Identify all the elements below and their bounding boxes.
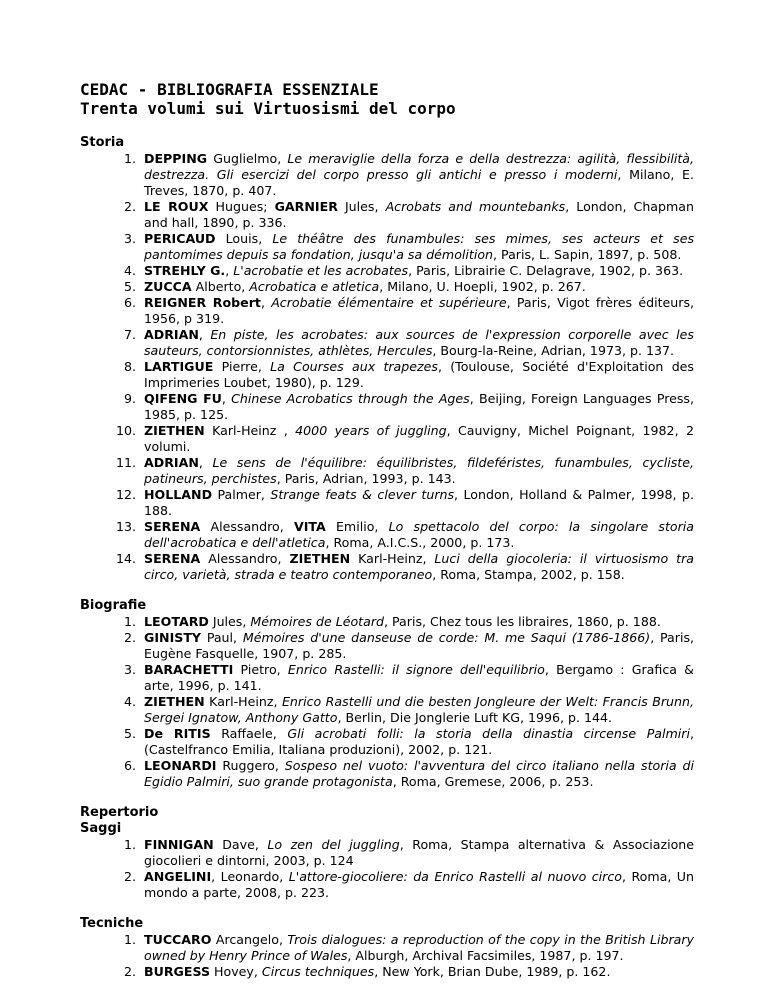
entry-author-name: Raffaele bbox=[210, 726, 273, 741]
entry-title: Lo zen del juggling bbox=[267, 837, 400, 852]
entry-title: Lo spettacolo del corpo: la singolare storia dell'acrobatica e dell'atletica bbox=[144, 519, 694, 550]
entry-author-name: Alessandro, bbox=[200, 551, 290, 566]
title-line-2: Trenta volumi sui Virtuosismi del corpo bbox=[80, 99, 456, 118]
entry-title: La Courses aux trapezes bbox=[270, 359, 438, 374]
entry-separator: , bbox=[225, 263, 234, 278]
entry-separator: , bbox=[260, 487, 271, 502]
entry-author-name: , Leonardo bbox=[211, 869, 280, 884]
entry-publication: , Roma, Gremese, 2006, p. 253. bbox=[392, 774, 594, 789]
entry-list bbox=[80, 932, 694, 980]
bibliography-entry bbox=[140, 391, 694, 423]
entry-title: L'acrobatie et les acrobates bbox=[233, 263, 409, 278]
entry-publication: , Paris, Adrian, 1993, p. 143. bbox=[276, 471, 456, 486]
entry-separator: , bbox=[242, 614, 251, 629]
entry-publication: , Milano, E. Treves, 1870, p. 407. bbox=[144, 167, 694, 198]
entry-title: Chinese Acrobatics through the Ages bbox=[231, 391, 470, 406]
entry-title: Acrobatica e atletica bbox=[249, 279, 380, 294]
bibliography-entry bbox=[140, 662, 694, 694]
entry-author-name: Karl-Heinz bbox=[204, 694, 274, 709]
entry-author: SERENA bbox=[144, 551, 201, 566]
bibliography-entry bbox=[140, 359, 694, 391]
entry-publication: , Paris, Vigot frères éditeurs, 1956, p 319. bbox=[144, 295, 695, 326]
entry-publication: , Milano, U. Hoepli, 1902, p. 267. bbox=[379, 279, 586, 294]
bibliography-entry bbox=[140, 151, 694, 199]
entry-author: ZIETHEN bbox=[289, 551, 351, 566]
entry-author: TUCCARO bbox=[144, 932, 212, 947]
entry-publication: , London, Chapman and hall, 1890, p. 336. bbox=[144, 199, 694, 230]
entry-author: De RITIS bbox=[144, 726, 211, 741]
section bbox=[80, 805, 694, 901]
section-heading: Tecniche bbox=[80, 916, 144, 931]
entry-title: Le sens de l'équilibre: équilibristes, fildeféristes, funambules, cycliste, patineurs, perchistes bbox=[144, 455, 694, 486]
entry-author: BURGESS bbox=[144, 964, 211, 979]
bibliography-entry bbox=[140, 455, 694, 487]
entry-publication: , Beijing, Foreign Languages Press, 1985, p. 125. bbox=[144, 391, 694, 422]
bibliography-entry bbox=[140, 551, 694, 583]
entry-publication: , Bourg-la-Reine, Adrian, 1973, p. 137. bbox=[432, 343, 675, 358]
document-title bbox=[80, 80, 694, 118]
bibliography-entry bbox=[140, 758, 694, 790]
entry-title: Luci della giocoleria: il virtuosismo tra circo, varietà, strada e teatro contemporaneo bbox=[144, 551, 694, 582]
entry-title: Trois dialogues: a reproduction of the copy in the British Library owned by Henry Prince of Wales bbox=[144, 932, 694, 963]
entry-author: PERICAUD bbox=[144, 231, 216, 246]
entry-author-name: Jules bbox=[208, 614, 243, 629]
bibliography-entry bbox=[140, 199, 694, 231]
entry-author-name: Paul bbox=[201, 630, 234, 645]
entry-separator: , bbox=[198, 327, 211, 342]
entry-author: ADRIAN bbox=[144, 455, 199, 470]
entry-author: FINNIGAN bbox=[144, 837, 214, 852]
entry-publication: , (Toulouse, Société d'Exploitation des Imprimeries Loubet, 1980), p. 129. bbox=[144, 359, 694, 390]
entry-separator: , bbox=[221, 391, 232, 406]
entry-author-name: Alessandro, bbox=[200, 519, 294, 534]
bibliography-entry bbox=[140, 279, 694, 295]
entry-publication: , Roma, Stampa, 2002, p. 158. bbox=[432, 567, 625, 582]
entry-publication: , Roma, A.I.C.S., 2000, p. 173. bbox=[325, 535, 515, 550]
entry-separator: , bbox=[254, 837, 268, 852]
entry-publication: , Paris, Librairie C. Delagrave, 1902, p. 363. bbox=[408, 263, 684, 278]
entry-author: ZIETHEN bbox=[144, 423, 205, 438]
entry-author-name: Karl-Heinz bbox=[204, 423, 284, 438]
bibliography-entry bbox=[140, 487, 694, 519]
entry-separator: , bbox=[273, 694, 282, 709]
entry-title: Mémoires d'une danseuse de corde: M. me Saqui (1786-1866) bbox=[242, 630, 651, 645]
entry-publication: , (Castelfranco Emilia, Italiana produzioni), 2002, p. 121. bbox=[144, 726, 694, 757]
entry-title: L'attore-giocoliere: da Enrico Rastelli al nuovo circo bbox=[288, 869, 622, 884]
entry-publication: , Roma, Un mondo a parte, 2008, p. 223. bbox=[144, 869, 695, 900]
entry-title: Le meraviglie della forza e della destrezza: agilità, flessibilità, destrezza. Gli esercizi del corpo presso gli antichi e presso i moderni bbox=[144, 151, 694, 182]
entry-list bbox=[80, 837, 694, 901]
entry-separator: , bbox=[258, 231, 273, 246]
entry-author-name: Guglielmo bbox=[207, 151, 278, 166]
entry-author: ZIETHEN bbox=[144, 694, 205, 709]
entry-author: ADRIAN bbox=[144, 327, 199, 342]
entry-title: Acrobats and mountebanks bbox=[385, 199, 566, 214]
entry-separator: , bbox=[278, 932, 288, 947]
bibliography-entry bbox=[140, 614, 694, 630]
entry-author: STREHLY G. bbox=[144, 263, 226, 278]
entry-title: Enrico Rastelli: il signore dell'equilibrio bbox=[287, 662, 545, 677]
bibliography-entry bbox=[140, 869, 694, 901]
entry-author: LARTIGUE bbox=[144, 359, 214, 374]
entry-title: Sospeso nel vuoto: l'avventura del circo italiano nella storia di Egidio Palmiri, suo grande protagonista bbox=[144, 758, 695, 789]
entry-separator: , bbox=[233, 630, 243, 645]
entry-author: LE ROUX bbox=[144, 199, 209, 214]
entry-title: Acrobatie élémentaire et supérieure bbox=[271, 295, 507, 310]
entry-author: BARACHETTI bbox=[144, 662, 234, 677]
entry-title: Le théâtre des funambules: ses mimes, ses acteurs et ses pantomimes depuis sa fondation, jusqu'a sa démolition bbox=[144, 231, 695, 262]
bibliography-entry bbox=[140, 423, 694, 455]
section-heading: Repertorio bbox=[80, 805, 159, 820]
entry-list bbox=[80, 151, 694, 583]
entry-author: SERENA bbox=[144, 519, 201, 534]
section bbox=[80, 916, 694, 980]
entry-author: HOLLAND bbox=[144, 487, 213, 502]
subsection-heading: Saggi bbox=[80, 821, 122, 836]
entry-separator: , bbox=[374, 519, 389, 534]
bibliography-entry bbox=[140, 231, 694, 263]
entry-separator: , bbox=[198, 455, 213, 470]
entry-author-name: Palmer bbox=[212, 487, 261, 502]
entry-separator: , bbox=[274, 758, 285, 773]
entry-author: QIFENG FU bbox=[144, 391, 222, 406]
entry-title: Gli acrobati folli: la storia della dinastia circense Palmiri bbox=[287, 726, 690, 741]
entry-author: DEPPING bbox=[144, 151, 208, 166]
bibliography-entry bbox=[140, 837, 694, 869]
entry-title: Enrico Rastelli und die besten Jongleure der Welt: Francis Brunn, Sergei Ignatow, Anthony Gatto bbox=[144, 694, 694, 725]
entry-author-name: Hovey bbox=[210, 964, 254, 979]
bibliography-entry bbox=[140, 519, 694, 551]
bibliography-entry bbox=[140, 726, 694, 758]
entry-author-name: Arcangelo bbox=[211, 932, 279, 947]
entry-publication: , London, Holland & Palmer, 1998, p. 188. bbox=[144, 487, 694, 518]
entry-publication: , Bergamo : Grafica & arte, 1996, p. 141. bbox=[144, 662, 694, 693]
section-heading: Biografie bbox=[80, 598, 147, 613]
entry-separator: , bbox=[241, 279, 250, 294]
entry-separator: , bbox=[272, 726, 288, 741]
entry-separator: , bbox=[279, 869, 289, 884]
entry-author-name: Pietro bbox=[233, 662, 277, 677]
entry-author-name: Louis bbox=[215, 231, 259, 246]
entry-title: Circus techniques bbox=[261, 964, 375, 979]
entry-separator: , bbox=[374, 199, 386, 214]
entry-author: GARNIER bbox=[274, 199, 338, 214]
entry-title: Strange feats & clever turns bbox=[270, 487, 455, 502]
document-page bbox=[80, 80, 694, 995]
entry-author-name: Karl-Heinz bbox=[350, 551, 423, 566]
entry-list bbox=[80, 614, 694, 790]
entry-publication: , Paris, L. Sapin, 1897, p. 508. bbox=[493, 247, 682, 262]
entry-author: LEONARDI bbox=[144, 758, 217, 773]
entry-separator: , bbox=[422, 551, 435, 566]
section-heading: Storia bbox=[80, 135, 125, 150]
entry-separator: , bbox=[277, 151, 288, 166]
entry-author-name: Dave bbox=[213, 837, 255, 852]
entry-author: GINISTY bbox=[144, 630, 202, 645]
entry-author-name: Alberto bbox=[191, 279, 242, 294]
entry-publication: , Alburgh, Archival Facsimiles, 1987, p. 197. bbox=[347, 948, 624, 963]
entry-publication: , Roma, Stampa alternativa & Associazione giocolieri e dintorni, 2003, p. 124 bbox=[144, 837, 695, 868]
entry-publication: , Berlin, Die Jonglerie Luft KG, 1996, p. 144. bbox=[337, 710, 613, 725]
entry-separator: , bbox=[276, 662, 288, 677]
section bbox=[80, 598, 694, 790]
entry-author: VITA bbox=[293, 519, 326, 534]
bibliography-entry bbox=[140, 630, 694, 662]
entry-title: 4000 years of juggling bbox=[295, 423, 447, 438]
bibliography-entry bbox=[140, 263, 694, 279]
entry-author: ANGELINI bbox=[144, 869, 212, 884]
entry-publication: , New York, Brian Dube, 1989, p. 162. bbox=[374, 964, 611, 979]
entry-author: ZUCCA bbox=[144, 279, 192, 294]
entry-publication: , Paris, Eugène Fasquelle, 1907, p. 285. bbox=[144, 630, 695, 661]
section bbox=[80, 135, 694, 583]
entry-separator: , bbox=[283, 423, 296, 438]
entry-separator: , bbox=[253, 964, 262, 979]
entry-publication: , Cauvigny, Michel Poignant, 1982, 2 volumi. bbox=[144, 423, 694, 454]
entry-title: Mémoires de Léotard bbox=[250, 614, 385, 629]
entry-publication: , Paris, Chez tous les libraires, 1860, p. 188. bbox=[384, 614, 661, 629]
entry-author-name: Pierre bbox=[213, 359, 258, 374]
bibliography-entry bbox=[140, 694, 694, 726]
entry-author-name: Jules bbox=[337, 199, 375, 214]
bibliography-entry bbox=[140, 327, 694, 359]
entry-author-name: Hugues; bbox=[208, 199, 275, 214]
title-line-1: CEDAC - BIBLIOGRAFIA ESSENZIALE bbox=[80, 80, 379, 99]
entry-separator: , bbox=[260, 295, 272, 310]
entry-author: REIGNER Robert bbox=[144, 295, 261, 310]
bibliography-entry bbox=[140, 964, 694, 980]
entry-author-name: Emilio bbox=[325, 519, 375, 534]
bibliography-entry bbox=[140, 932, 694, 964]
entry-title: En piste, les acrobates: aux sources de l'expression corporelle avec les sauteurs, contorsionnistes, athlètes, Hercules bbox=[144, 327, 694, 358]
entry-separator: , bbox=[257, 359, 271, 374]
entry-author: LEOTARD bbox=[144, 614, 209, 629]
entry-author-name: Ruggero bbox=[216, 758, 275, 773]
bibliography-sections bbox=[80, 135, 694, 980]
bibliography-entry bbox=[140, 295, 694, 327]
